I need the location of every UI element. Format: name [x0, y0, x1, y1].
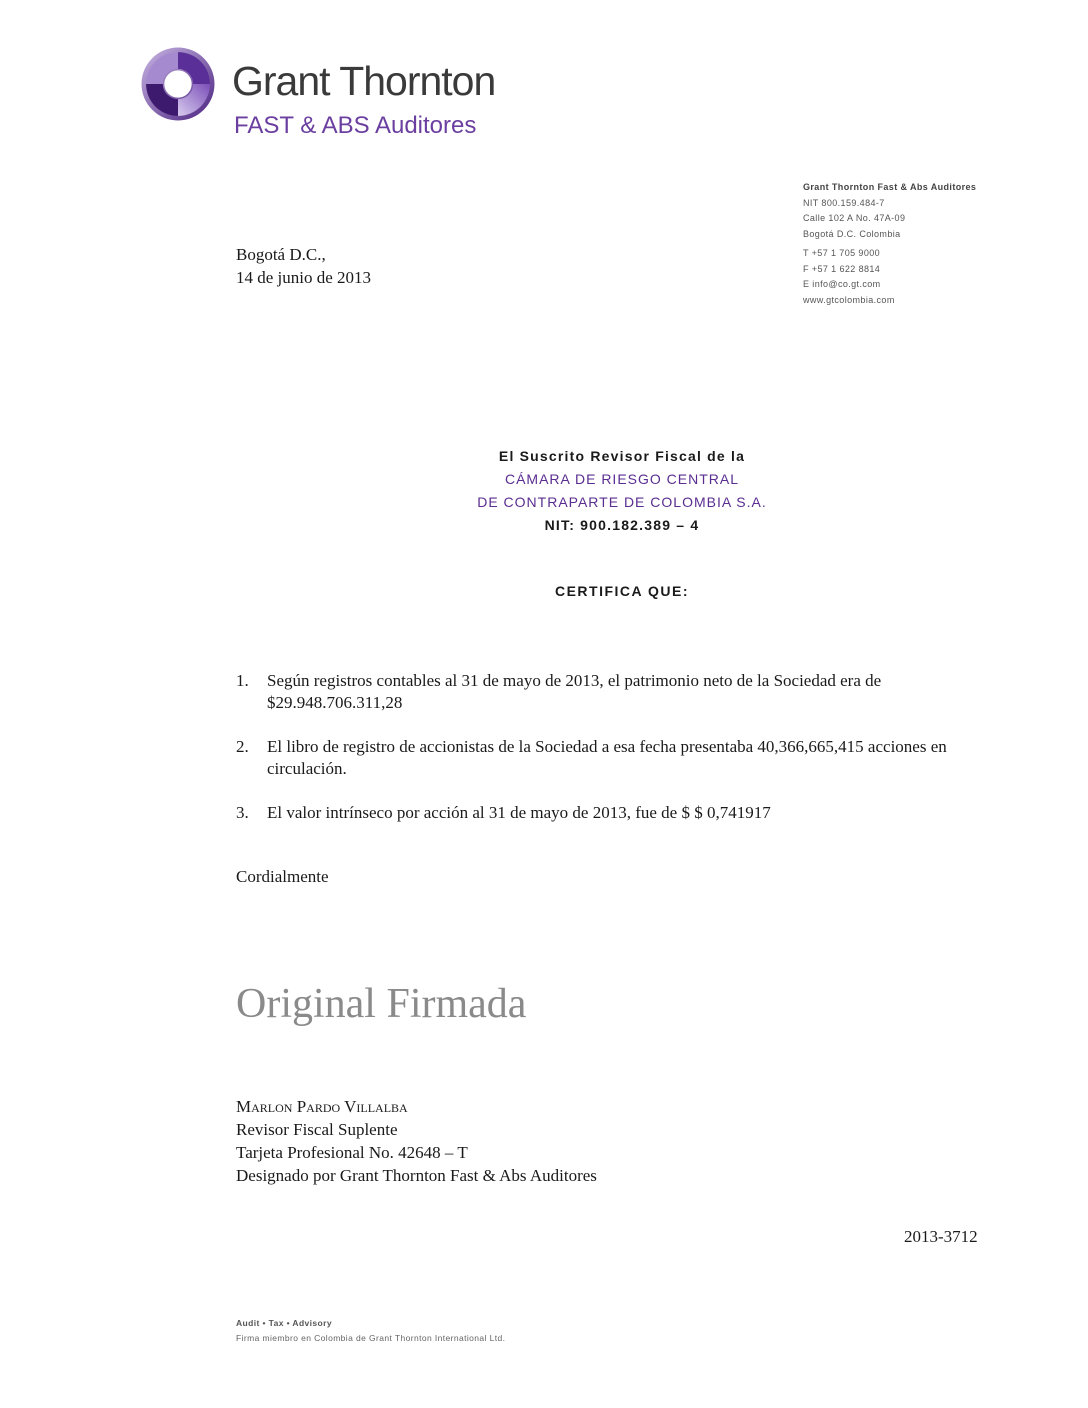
- firm-nit: NIT 800.159.484-7: [803, 197, 885, 208]
- footer-services: Audit • Tax • Advisory: [236, 1318, 332, 1328]
- footer-member: Firma miembro en Colombia de Grant Thornton International Ltd.: [236, 1333, 506, 1343]
- list-item: [236, 802, 956, 824]
- firm-contact-block: [803, 180, 976, 308]
- place: Bogotá D.C.,: [236, 245, 326, 264]
- list-item: [236, 670, 956, 714]
- list-item-number: 1.: [236, 671, 249, 690]
- list-item-text: El libro de registro de accionistas de la Sociedad a esa fecha presentaba 40,366,665,415 acciones en circulación.: [267, 737, 947, 778]
- list-item-number: 2.: [236, 737, 249, 756]
- firm-name: Grant Thornton Fast & Abs Auditores: [803, 182, 977, 192]
- place-date: [236, 243, 371, 289]
- signer-role: Revisor Fiscal Suplente: [236, 1120, 398, 1139]
- logo-subtitle: FAST & ABS Auditores: [234, 112, 477, 139]
- list-item-text: El valor intrínseco por acción al 31 de mayo de 2013, fue de $ $ 0,741917: [267, 803, 771, 822]
- logo-name: Grant Thornton: [232, 58, 496, 104]
- firm-email[interactable]: E info@co.gt.com: [803, 279, 881, 289]
- footer: [236, 1316, 505, 1346]
- signer-designation: Designado por Grant Thornton Fast & Abs Auditores: [236, 1166, 597, 1185]
- firm-website[interactable]: www.gtcolombia.com: [803, 294, 895, 305]
- heading-line-3: DE CONTRAPARTE DE COLOMBIA S.A.: [477, 494, 767, 510]
- reference-number: 2013-3712: [904, 1227, 978, 1246]
- grant-thornton-logo-icon: [140, 46, 216, 122]
- list-item: [236, 736, 956, 780]
- signature: Original Firmada: [236, 981, 527, 1027]
- certificate-heading: [372, 445, 872, 537]
- firm-phone: T +57 1 705 9000: [803, 248, 881, 258]
- certifica-title: CERTIFICA QUE:: [554, 583, 690, 599]
- heading-line-1: El Suscrito Revisor Fiscal de la: [498, 448, 746, 464]
- firm-city: Bogotá D.C. Colombia: [803, 228, 901, 239]
- list-item-number: 3.: [236, 803, 249, 822]
- firm-fax: F +57 1 622 8814: [803, 263, 881, 274]
- date: 14 de junio de 2013: [236, 268, 372, 287]
- closing: Cordialmente: [236, 867, 329, 886]
- signer-card: Tarjeta Profesional No. 42648 – T: [236, 1143, 468, 1162]
- heading-nit: NIT: 900.182.389 – 4: [544, 517, 700, 533]
- list-item-text: Según registros contables al 31 de mayo de 2013, el patrimonio neto de la Sociedad era de $29.948.706.311,28: [267, 671, 882, 712]
- firm-address: Calle 102 A No. 47A-09: [803, 213, 906, 223]
- signer-block: [236, 1095, 597, 1187]
- heading-line-2: CÁMARA DE RIESGO CENTRAL: [504, 471, 740, 487]
- signer-name: Marlon Pardo Villalba: [236, 1097, 408, 1116]
